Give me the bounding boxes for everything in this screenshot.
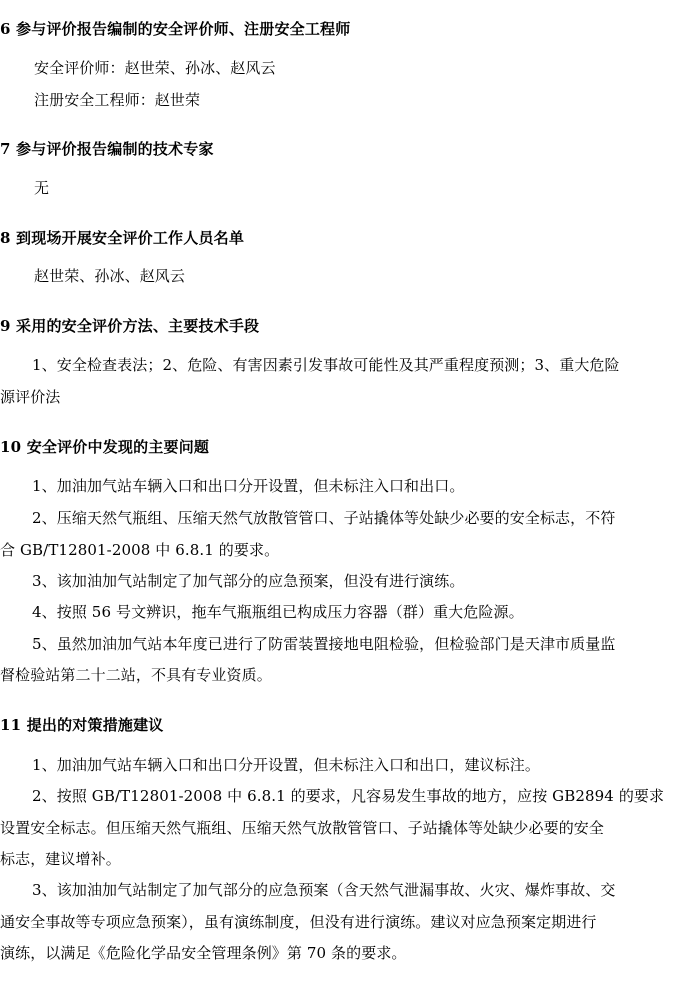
paragraph-line: 1、安全检查表法；2、危险、有害因素引发事故可能性及其严重程度预测；3、重大危险 xyxy=(32,356,620,374)
paragraph-line: 1、加油加气站车辆入口和出口分开设置，但未标注入口和出口，建议标注。 xyxy=(32,756,540,774)
paragraph-line: 标志，建议增补。 xyxy=(0,850,121,868)
paragraph-line: 2、压缩天然气瓶组、压缩天然气放散管管口、子站撬体等处缺少必要的安全标志，不符 xyxy=(32,509,616,527)
paragraph-line: 注册安全工程师：赵世荣 xyxy=(34,91,201,109)
paragraph-line: 2、按照 GB/T12801-2008 中 6.8.1 的要求，凡容易发生事故的地方，应按 GB2894 的要求 xyxy=(32,787,665,805)
paragraph-line: 督检验站第二十二站，不具有专业资质。 xyxy=(0,666,272,684)
paragraph-line: 源评价法 xyxy=(0,388,61,406)
section-heading-10: 10 安全评价中发现的主要问题 xyxy=(0,438,210,456)
section-heading-6: 6 参与评价报告编制的安全评价师、注册安全工程师 xyxy=(0,20,351,38)
section-heading-7: 7 参与评价报告编制的技术专家 xyxy=(0,140,214,158)
paragraph-line: 5、虽然加油加气站本年度已进行了防雷装置接地电阻检验，但检验部门是天津市质量监 xyxy=(32,635,616,653)
paragraph-line: 4、按照 56 号文辨识，拖车气瓶瓶组已构成压力容器（群）重大危险源。 xyxy=(32,603,524,621)
paragraph-line: 3、该加油加气站制定了加气部分的应急预案，但没有进行演练。 xyxy=(32,572,465,590)
paragraph-line: 通安全事故等专项应急预案），虽有演练制度，但没有进行演练。建议对应急预案定期进行 xyxy=(0,913,597,931)
paragraph-line: 合 GB/T12801-2008 中 6.8.1 的要求。 xyxy=(0,541,280,559)
paragraph-line: 演练，以满足《危险化学品安全管理条例》第 70 条的要求。 xyxy=(0,944,407,962)
paragraph-line: 3、该加油加气站制定了加气部分的应急预案（含天然气泄漏事故、火灾、爆炸事故、交 xyxy=(32,881,616,899)
paragraph-line: 1、加油加气站车辆入口和出口分开设置，但未标注入口和出口。 xyxy=(32,477,465,495)
paragraph-line: 安全评价师：赵世荣、孙冰、赵风云 xyxy=(34,59,276,77)
paragraph-line: 无 xyxy=(34,179,50,197)
section-heading-8: 8 到现场开展安全评价工作人员名单 xyxy=(0,229,245,247)
paragraph-line: 赵世荣、孙冰、赵风云 xyxy=(34,267,186,285)
paragraph-line: 设置安全标志。但压缩天然气瓶组、压缩天然气放散管管口、子站撬体等处缺少必要的安全 xyxy=(0,819,605,837)
section-heading-9: 9 采用的安全评价方法、主要技术手段 xyxy=(0,317,260,335)
section-heading-11: 11 提出的对策措施建议 xyxy=(0,716,164,734)
